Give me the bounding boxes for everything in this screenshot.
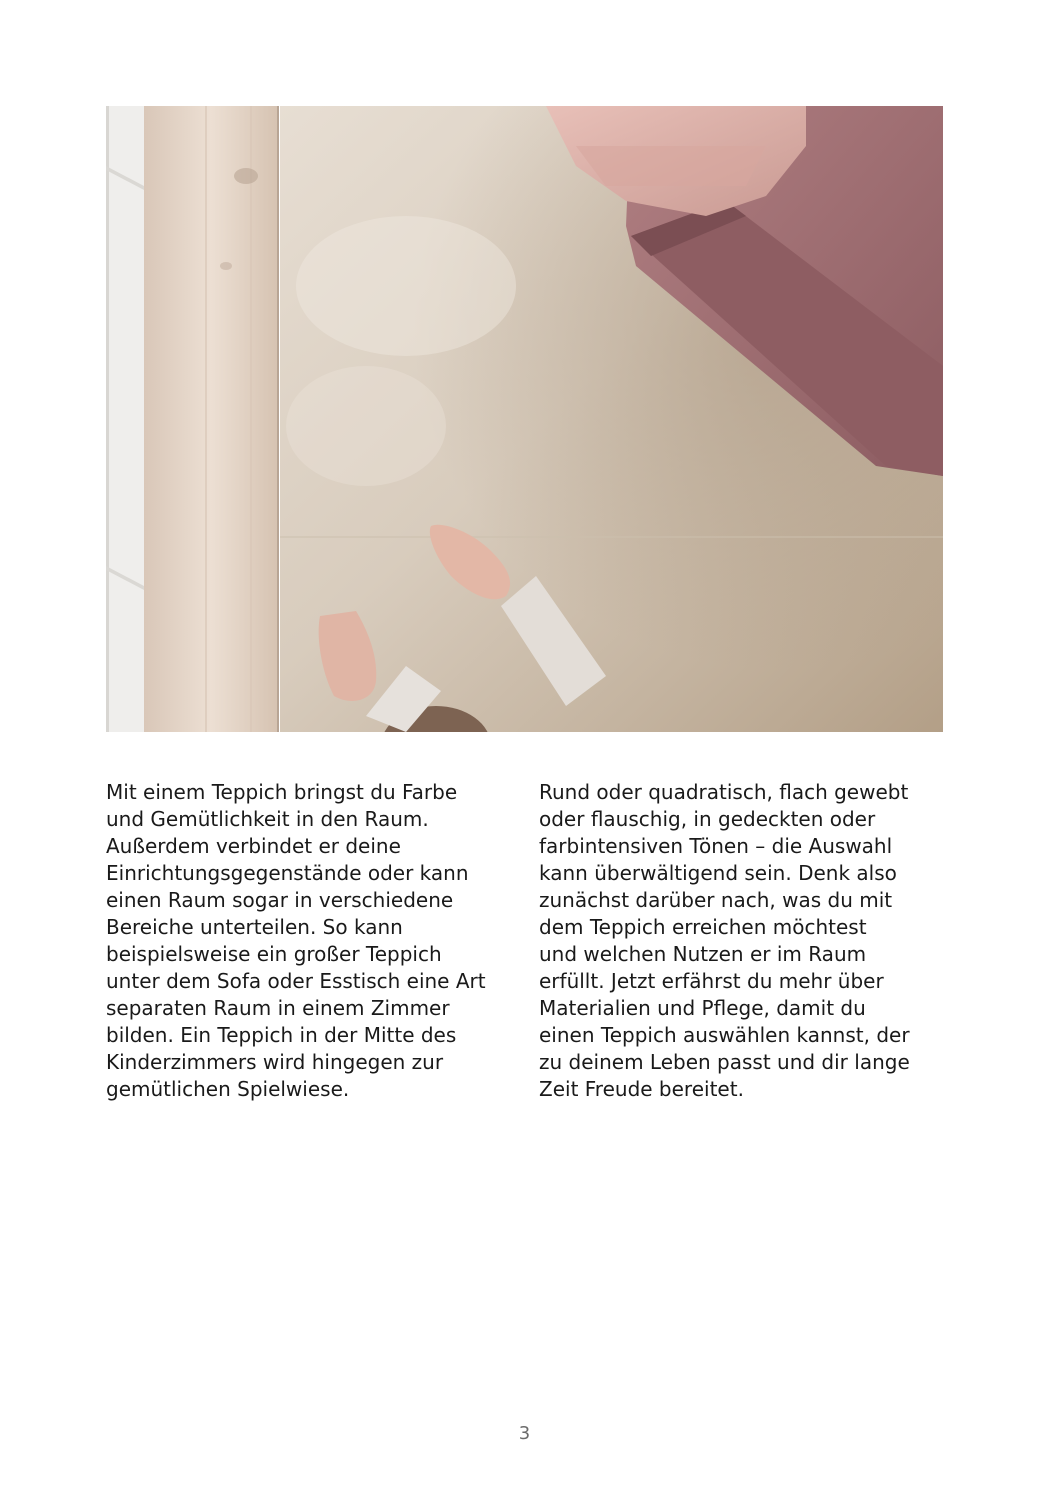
text-line: separaten Raum in einem Zimmer (106, 996, 450, 1020)
body-text-right-column (539, 779, 944, 1103)
text-line: Kinderzimmers wird hingegen zur (106, 1050, 444, 1074)
text-line: erfüllt. Jetzt erfährst du mehr über (539, 969, 884, 993)
text-line: zu deinem Leben passt und dir lange (539, 1050, 910, 1074)
text-line: einen Teppich auswählen kannst, der (539, 1023, 910, 1047)
text-line: beispielsweise ein großer Teppich (106, 942, 442, 966)
text-line: unter dem Sofa oder Esstisch eine Art (106, 969, 486, 993)
text-line: oder flauschig, in gedeckten oder (539, 807, 876, 831)
rug-photo (106, 106, 943, 732)
text-line: einen Raum sogar in verschiedene (106, 888, 454, 912)
text-line: dem Teppich erreichen möchtest (539, 915, 867, 939)
rug-photo-illustration (106, 106, 943, 732)
text-line: Außerdem verbindet er deine (106, 834, 401, 858)
text-line: Einrichtungsgegenstände oder kann (106, 861, 469, 885)
text-line: farbintensiven Tönen – die Auswahl (539, 834, 893, 858)
text-line: gemütlichen Spielwiese. (106, 1077, 350, 1101)
text-line: zunächst darüber nach, was du mit (539, 888, 893, 912)
text-line: Bereiche unterteilen. So kann (106, 915, 403, 939)
text-line: Zeit Freude bereitet. (539, 1077, 744, 1101)
text-line: und welchen Nutzen er im Raum (539, 942, 867, 966)
text-line: Materialien und Pflege, damit du (539, 996, 866, 1020)
text-line: Rund oder quadratisch, flach gewebt (539, 780, 909, 804)
page-number: 3 (518, 1423, 531, 1444)
text-line: bilden. Ein Teppich in der Mitte des (106, 1023, 457, 1047)
body-text-left-column (106, 779, 511, 1103)
text-line: Mit einem Teppich bringst du Farbe (106, 780, 458, 804)
text-line: und Gemütlichkeit in den Raum. (106, 807, 429, 831)
text-line: kann überwältigend sein. Denk also (539, 861, 897, 885)
